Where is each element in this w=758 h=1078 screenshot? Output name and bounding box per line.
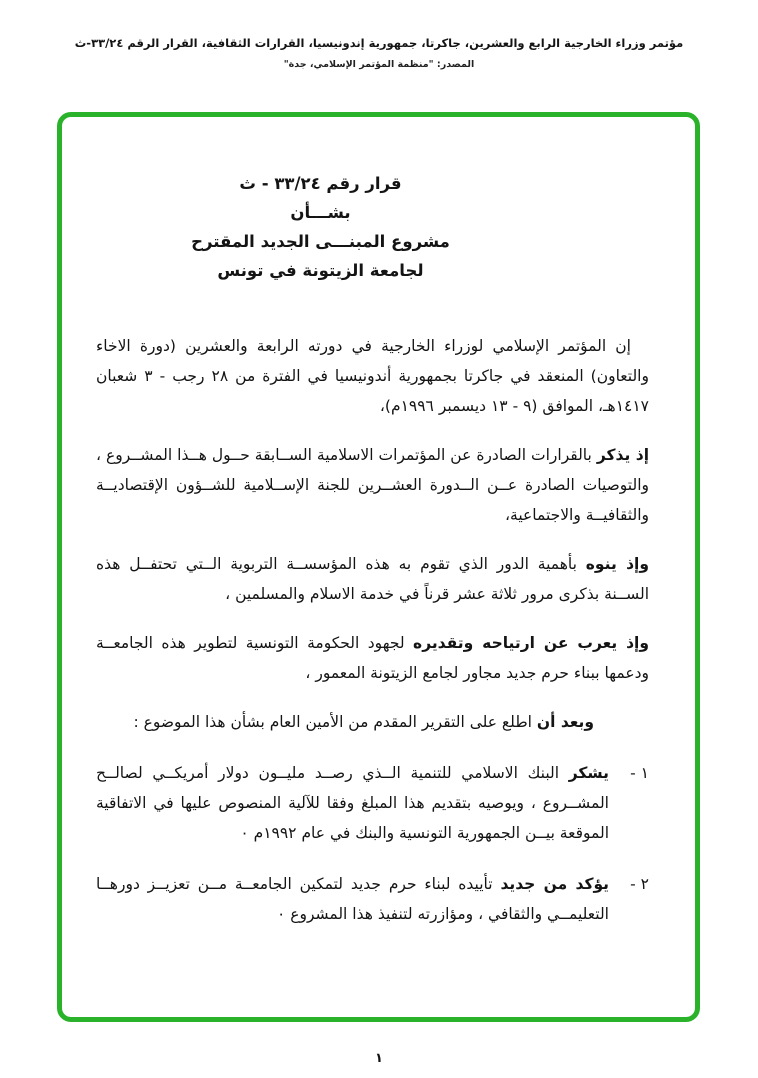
clause-text: اطلع على التقرير المقدم من الأمين العام بشأن هذا الموضوع :	[133, 713, 537, 731]
operative-item	[96, 869, 649, 929]
item-body-text: البنك الاسلامي للتنمية الــذي رصــد مليــون دولار أمريكــي لصالــح المشــروع ، ويوصيه بتقديم هذا المبلغ وفقا للآلية المنصوص عليها في الاتفاقية الموقعة بيــن الجمهورية التونسية والبنك في عام ١٩٩٢م ٠	[96, 764, 609, 842]
clause-text: بالقرارات الصادرة عن المؤتمرات الاسلامية الســابقة حــول هــذا المشــروع ، والتوصيات الصادرة عــن الــدورة العشــرين للجنة الإســلامية للشــؤون الإقتصاديــة والثقافيــة والاجتماعية،	[96, 446, 649, 524]
item-paragraph	[96, 758, 609, 848]
clause-paragraph	[96, 440, 649, 530]
preamble-paragraph: إن المؤتمر الإسلامي لوزراء الخارجية في دورته الرابعة والعشرين (دورة الاخاء والتعاون) المنعقد في جاكرتا بجمهورية أندونيسيا في الفترة من ٢٨ رجب - ٣ شعبان ١٤١٧هـ، الموافق (٩ - ١٣ ديسمبر ١٩٩٦م)،	[96, 337, 649, 415]
resolution-regarding-line: بشـــأن	[290, 203, 351, 222]
clause-lead: وبعد أن	[536, 713, 594, 731]
resolution-number-line: قرار رقم ٣٣/٢٤ - ث	[239, 174, 402, 193]
header-source: المصدر: "منظمة المؤتمر الإسلامي، جدة"	[283, 59, 475, 70]
header-title: مؤتمر وزراء الخارجية الرابع والعشرين، جاكرتا، جمهورية إندونيسيا، القرارات الثقافية، القرار الرقم ٣٣/٢٤-ث	[74, 36, 684, 50]
item-lead: يشكر	[568, 764, 609, 782]
clause-text: بأهمية الدور الذي تقوم به هذه المؤسســة التربوية الــتي تحتفــل هذه الســنة بذكرى مرور ثلاثة عشر قرناً في خدمة الاسلام والمسلمين ،	[96, 555, 649, 603]
item-paragraph	[96, 869, 609, 929]
resolution-frame	[57, 112, 700, 1022]
resolution-title-block	[57, 169, 597, 285]
clause-paragraph	[96, 549, 649, 609]
clause-lead: وإذ يعرب عن ارتياحه وتقديره	[413, 634, 650, 652]
document-header	[0, 0, 758, 70]
clause-lead: وإذ ينوه	[585, 555, 649, 573]
item-lead: يؤكد من جديد	[500, 875, 609, 893]
clause-paragraph	[96, 707, 649, 737]
page-number: ١	[375, 1051, 383, 1066]
item-number: ١ -	[630, 764, 649, 782]
operative-item	[96, 758, 649, 848]
resolution-subject-line: مشروع المبنـــى الجديد المقترح	[191, 232, 450, 251]
clause-lead: إذ يذكر	[596, 446, 650, 464]
clause-text: لجهود الحكومة التونسية لتطوير هذه الجامعــة ودعمها ببناء حرم جديد مجاور لجامع الزيتونة المعمور ،	[96, 634, 649, 682]
item-body-text: تأييده لبناء حرم جديد لتمكين الجامعــة مــن تعزيــز دورهــا التعليمــي والثقافي ، ومؤازرته لتنفيذ هذا المشروع ٠	[96, 875, 609, 923]
item-number: ٢ -	[630, 875, 649, 893]
clause-paragraph	[96, 628, 649, 688]
page-footer	[0, 1047, 758, 1066]
resolution-institution-line: لجامعة الزيتونة في تونس	[217, 261, 424, 280]
